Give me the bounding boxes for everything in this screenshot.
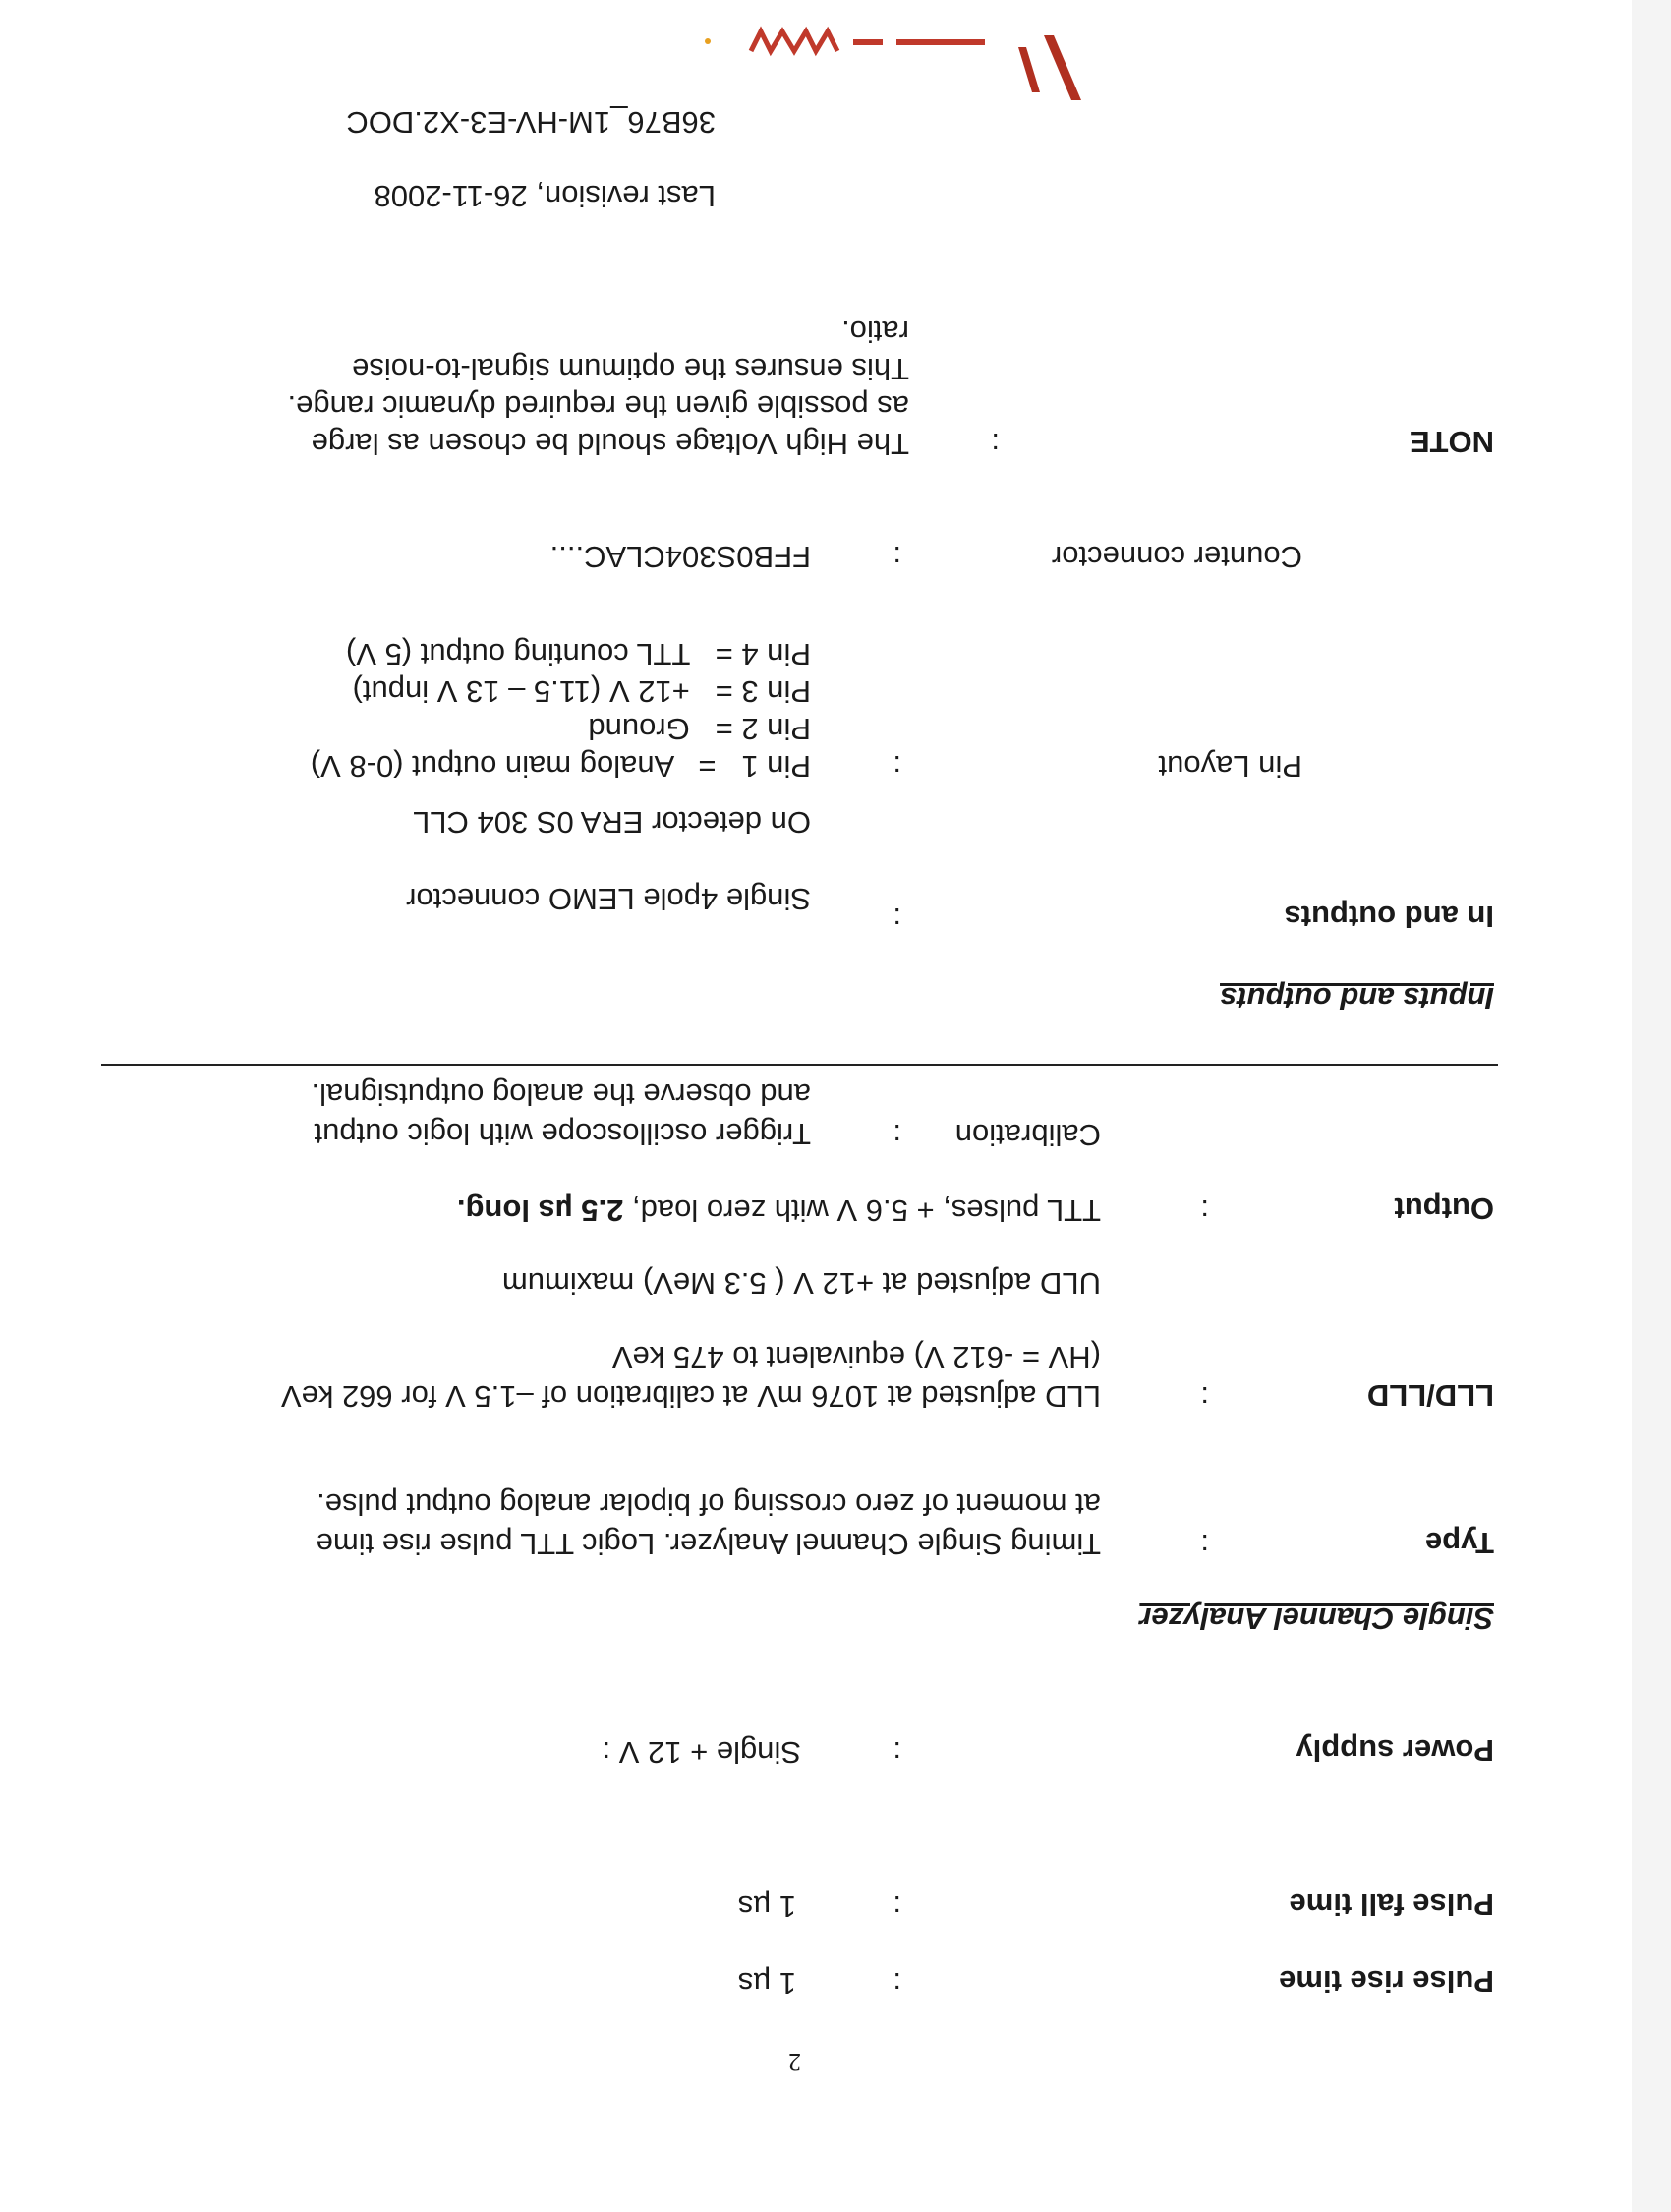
uld-line: ULD adjusted at +12 V ( 5.3 MeV) maximum — [501, 1266, 1101, 1301]
lld-line: (HV = -612 V) equivalent to 475 keV — [611, 1340, 1101, 1374]
lld-label: LLD/LLD — [1366, 1378, 1494, 1413]
sca-heading: Single Channel Analyzer — [1139, 1601, 1494, 1636]
calibration-line: and observe the analog outputsignal. — [311, 1077, 811, 1112]
note-line: as possible given the required dynamic range. — [287, 389, 909, 424]
lld-line: LLD adjusted at 1076 mV at calibration of –1.5 V for 662 keV — [280, 1379, 1101, 1414]
pulse-fall-value: 1 µs — [737, 1890, 796, 1924]
note-text — [288, 313, 909, 462]
counter-label: Counter connector — [1051, 540, 1302, 574]
colon: : — [893, 540, 901, 574]
pulse-rise-value: 1 µs — [737, 1966, 796, 2001]
note-line: This ensures the optimum signal-to-noise — [352, 352, 909, 386]
pin-2: Pin 2 = Ground — [588, 712, 811, 746]
colon: : — [893, 1966, 901, 2001]
colon: : — [893, 902, 901, 936]
in-out-line: Single 4pole LEMO connector — [406, 882, 811, 916]
colon: : — [893, 1118, 901, 1152]
counter-value: FFB0S304CLAC.... — [549, 540, 811, 574]
pin-layout-label: Pin Layout — [1158, 749, 1302, 784]
revision-date: Last revision, 26-11-2008 — [374, 179, 716, 213]
calibration-value — [312, 1075, 811, 1153]
power-supply-label: Power supply — [1296, 1733, 1494, 1768]
colon: : — [991, 427, 1000, 461]
pin-3: Pin 3 = +12 V (11.5 – 13 V input) — [352, 674, 811, 709]
note-label: NOTE — [1409, 425, 1494, 459]
section-divider — [101, 1064, 1498, 1066]
colon: : — [1200, 1528, 1209, 1562]
colon: : — [893, 1890, 901, 1924]
colon: : — [1200, 1380, 1209, 1415]
in-out-value — [406, 784, 811, 937]
pulse-rise-label: Pulse rise time — [1279, 1964, 1494, 1999]
type-label: Type — [1424, 1526, 1494, 1560]
output-text: TTL pulses, + 5.6 V with zero load, — [623, 1193, 1101, 1228]
output-duration: 2.5 µs long. — [456, 1193, 624, 1228]
lld-value — [281, 1263, 1101, 1416]
in-out-line: On detector ERA 0S 304 CLL — [413, 805, 811, 840]
pin-layout-value — [311, 635, 811, 785]
pulse-fall-label: Pulse fall time — [1289, 1888, 1494, 1922]
note-line: The High Voltage should be chosen as large — [311, 427, 909, 461]
colon: : — [893, 1735, 901, 1770]
in-out-label: In and outputs — [1284, 900, 1494, 934]
company-logo — [649, 22, 1101, 100]
io-heading: Inputs and outputs — [1220, 981, 1494, 1016]
output-value — [457, 1195, 1101, 1226]
type-line: at moment of zero crossing of bipolar analog output pulse. — [317, 1487, 1101, 1522]
output-label: Output — [1394, 1192, 1494, 1226]
calibration-line: Trigger oscilloscope with logic output — [314, 1117, 811, 1151]
pin-1: Pin 1 = Analog main output (0-8 V) — [310, 749, 811, 784]
power-supply-value: Single + 12 V : — [602, 1735, 801, 1770]
document-id: 36B76_1M-HV-E3-X2.DOC — [346, 105, 716, 140]
type-value — [317, 1484, 1101, 1563]
page-number: 2 — [788, 2048, 801, 2076]
colon: : — [1200, 1193, 1209, 1228]
note-line: ratio. — [841, 315, 909, 349]
calibration-label: Calibration — [954, 1118, 1101, 1152]
pin-4: Pin 4 = TTL counting output (5 V) — [345, 637, 811, 671]
colon: : — [893, 749, 901, 784]
scan-margin — [1632, 0, 1671, 2212]
type-line: Timing Single Channel Analyzer. Logic TTL pulse rise time — [316, 1527, 1101, 1561]
